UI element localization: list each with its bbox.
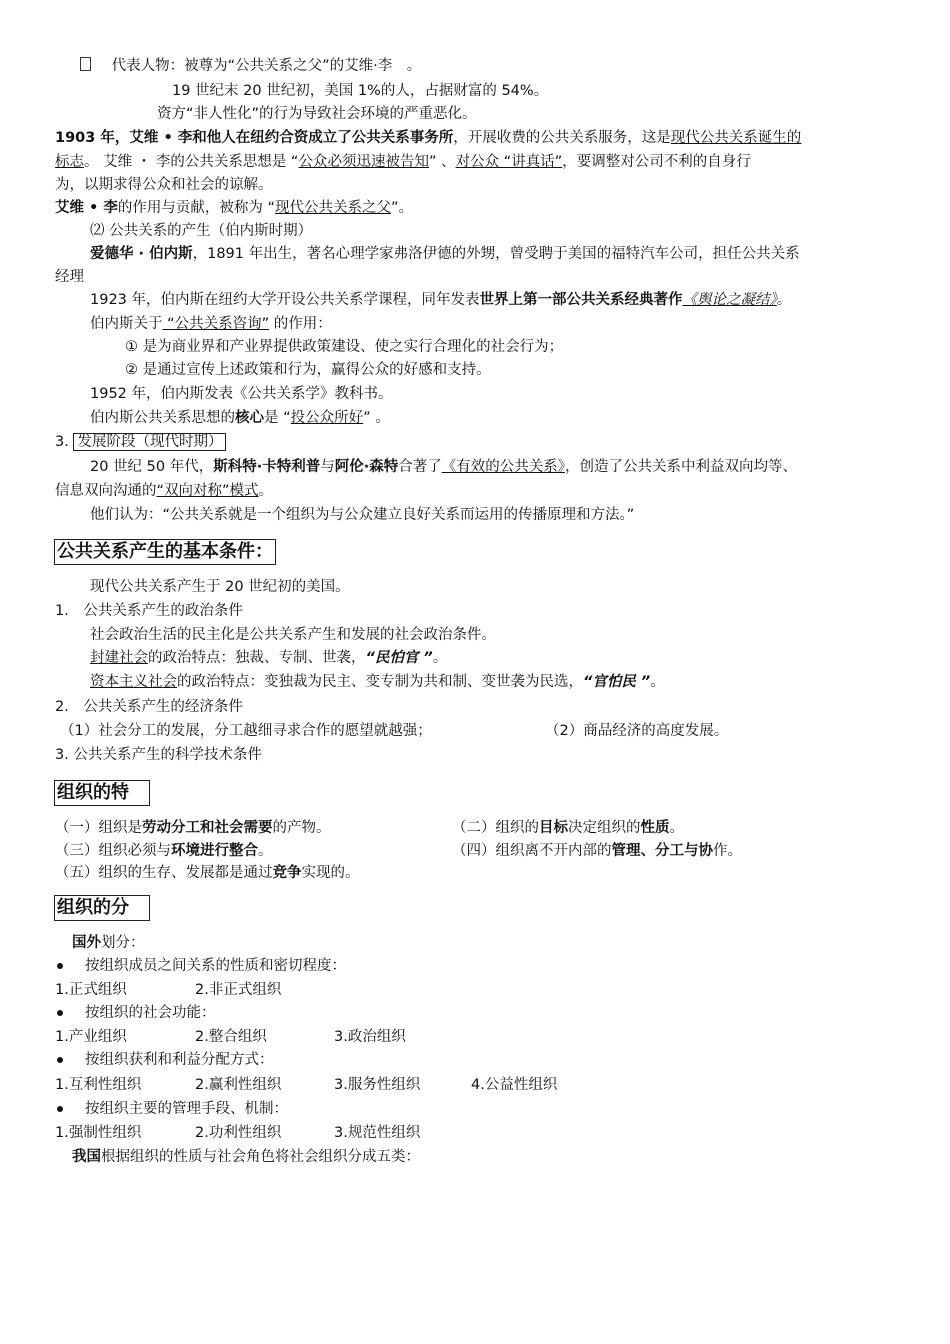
heading-org-classification: 组织的分 xyxy=(54,895,150,921)
bullet-item: 按组织成员之间关系的性质和密切程度： xyxy=(57,956,346,976)
list-item: （2）商品经济的高度发展。 xyxy=(545,723,729,739)
text-line: 社会政治生活的民主化是公共关系产生和发展的社会政治条件。 xyxy=(90,627,496,643)
text-line: 爱德华 · 伯内斯，1891 年出生，著名心理学家弗洛伊德的外甥，曾受聘于美国的福特汽车公司，担任公共关系 xyxy=(90,246,800,262)
text-line: 国外划分： xyxy=(72,935,145,951)
option-row: 1.正式组织 2.非正式组织 xyxy=(55,982,282,998)
text-line: 经理 xyxy=(55,269,84,285)
feature-item: （四）组织离不开内部的管理、分工与协作。 xyxy=(452,843,742,859)
text-line: 艾维 • 李的作用与贡献，被称为 “现代公共关系之父”。 xyxy=(55,200,414,216)
bullet-icon xyxy=(57,1106,63,1112)
text-line: 1952 年，伯内斯发表《公共关系学》教科书。 xyxy=(90,386,393,402)
bullet-icon xyxy=(57,963,63,969)
text-line: 现代公共关系产生于 20 世纪初的美国。 xyxy=(90,579,350,595)
section-heading-modern: 3. 发展阶段（现代时期） xyxy=(55,432,226,452)
feature-item: （五）组织的生存、发展都是通过竞争实现的。 xyxy=(55,865,360,881)
list-item: 2. 公共关系产生的经济条件 xyxy=(55,699,243,715)
text-line: 他们认为：“公共关系就是一个组织为与公众建立良好关系而运用的传播原理和方法。” xyxy=(90,507,635,523)
heading-basic-conditions: 公共关系产生的基本条件： xyxy=(54,539,276,565)
text-line: 为，以期求得公众和社会的谅解。 xyxy=(55,177,273,193)
list-item: （1）社会分工的发展，分工越细寻求合作的愿望就越强； xyxy=(60,723,432,739)
list-item: 3. 公共关系产生的科学技术条件 xyxy=(55,747,262,763)
text-line: 20 世纪 50 年代，斯科特·卡特利普与阿伦·森特合著了《有效的公共关系》，创造了公共关系中利益双向均等、 xyxy=(90,459,798,475)
text-line: 标志。 艾维 ・ 李的公共关系思想是 “公众必须迅速被告知” 、对公众 “讲真话”，要调整对公司不利的自身行 xyxy=(55,154,751,170)
option-row: 1.强制性组织 2.功利性组织 3.规范性组织 xyxy=(55,1125,421,1141)
square-bullet-icon xyxy=(80,57,91,71)
text-line: 资本主义社会的政治特点：变独裁为民主、变专制为共和制、变世袭为民选，“官怕民 ”。 xyxy=(90,674,665,690)
text-line: 资方“非人性化”的行为导致社会环境的严重恶化。 xyxy=(157,106,477,122)
text-line: 封建社会的政治特点：独裁、专制、世袭，“民怕官 ”。 xyxy=(90,650,448,666)
bullet-item: 按组织的社会功能： xyxy=(57,1003,216,1023)
rep-figure-line: 代表人物：被尊为“公共关系之父”的艾维·李 。 xyxy=(80,56,421,76)
text-line: 伯内斯公共关系思想的核心是 “投公众所好” 。 xyxy=(90,410,390,426)
bullet-item: 按组织主要的管理手段、机制： xyxy=(57,1099,288,1119)
heading-org-features: 组织的特 xyxy=(54,780,150,806)
text-line: 1923 年，伯内斯在纽约大学开设公共关系学课程，同年发表世界上第一部公共关系经典著作《舆论之凝结》。 xyxy=(90,292,792,308)
text-line: 伯内斯关于 “公共关系咨询” 的作用： xyxy=(90,316,332,332)
list-item: 1. 公共关系产生的政治条件 xyxy=(55,603,243,619)
text-line: 信息双向沟通的“双向对称”模式。 xyxy=(55,483,274,499)
option-row: 1.互利性组织 2.赢利性组织 3.服务性组织 4.公益性组织 xyxy=(55,1077,558,1093)
text-line: 我国根据组织的性质与社会角色将社会组织分成五类： xyxy=(72,1149,420,1165)
subheading-bernays: ⑵ 公共关系的产生（伯内斯时期） xyxy=(90,223,313,239)
text-line: 19 世纪末 20 世纪初，美国 1%的人，占据财富的 54%。 xyxy=(172,83,549,99)
bullet-item: 按组织获利和利益分配方式： xyxy=(57,1050,274,1070)
bullet-icon xyxy=(57,1010,63,1016)
feature-item: （三）组织必须与环境进行整合。 xyxy=(55,843,273,859)
list-item: ① 是为商业界和产业界提供政策建设、使之实行合理化的社会行为； xyxy=(125,339,564,355)
feature-item: （一）组织是劳动分工和社会需要的产物。 xyxy=(55,820,331,836)
list-item: ② 是通过宣传上述政策和行为，赢得公众的好感和支持。 xyxy=(125,362,491,378)
bullet-icon xyxy=(57,1057,63,1063)
option-row: 1.产业组织 2.整合组织 3.政治组织 xyxy=(55,1029,406,1045)
text-line: 1903 年，艾维 • 李和他人在纽约合资成立了公共关系事务所，开展收费的公共关系服务，这是现代公共关系诞生的 xyxy=(55,130,802,146)
feature-item: （二）组织的目标决定组织的性质。 xyxy=(452,820,684,836)
